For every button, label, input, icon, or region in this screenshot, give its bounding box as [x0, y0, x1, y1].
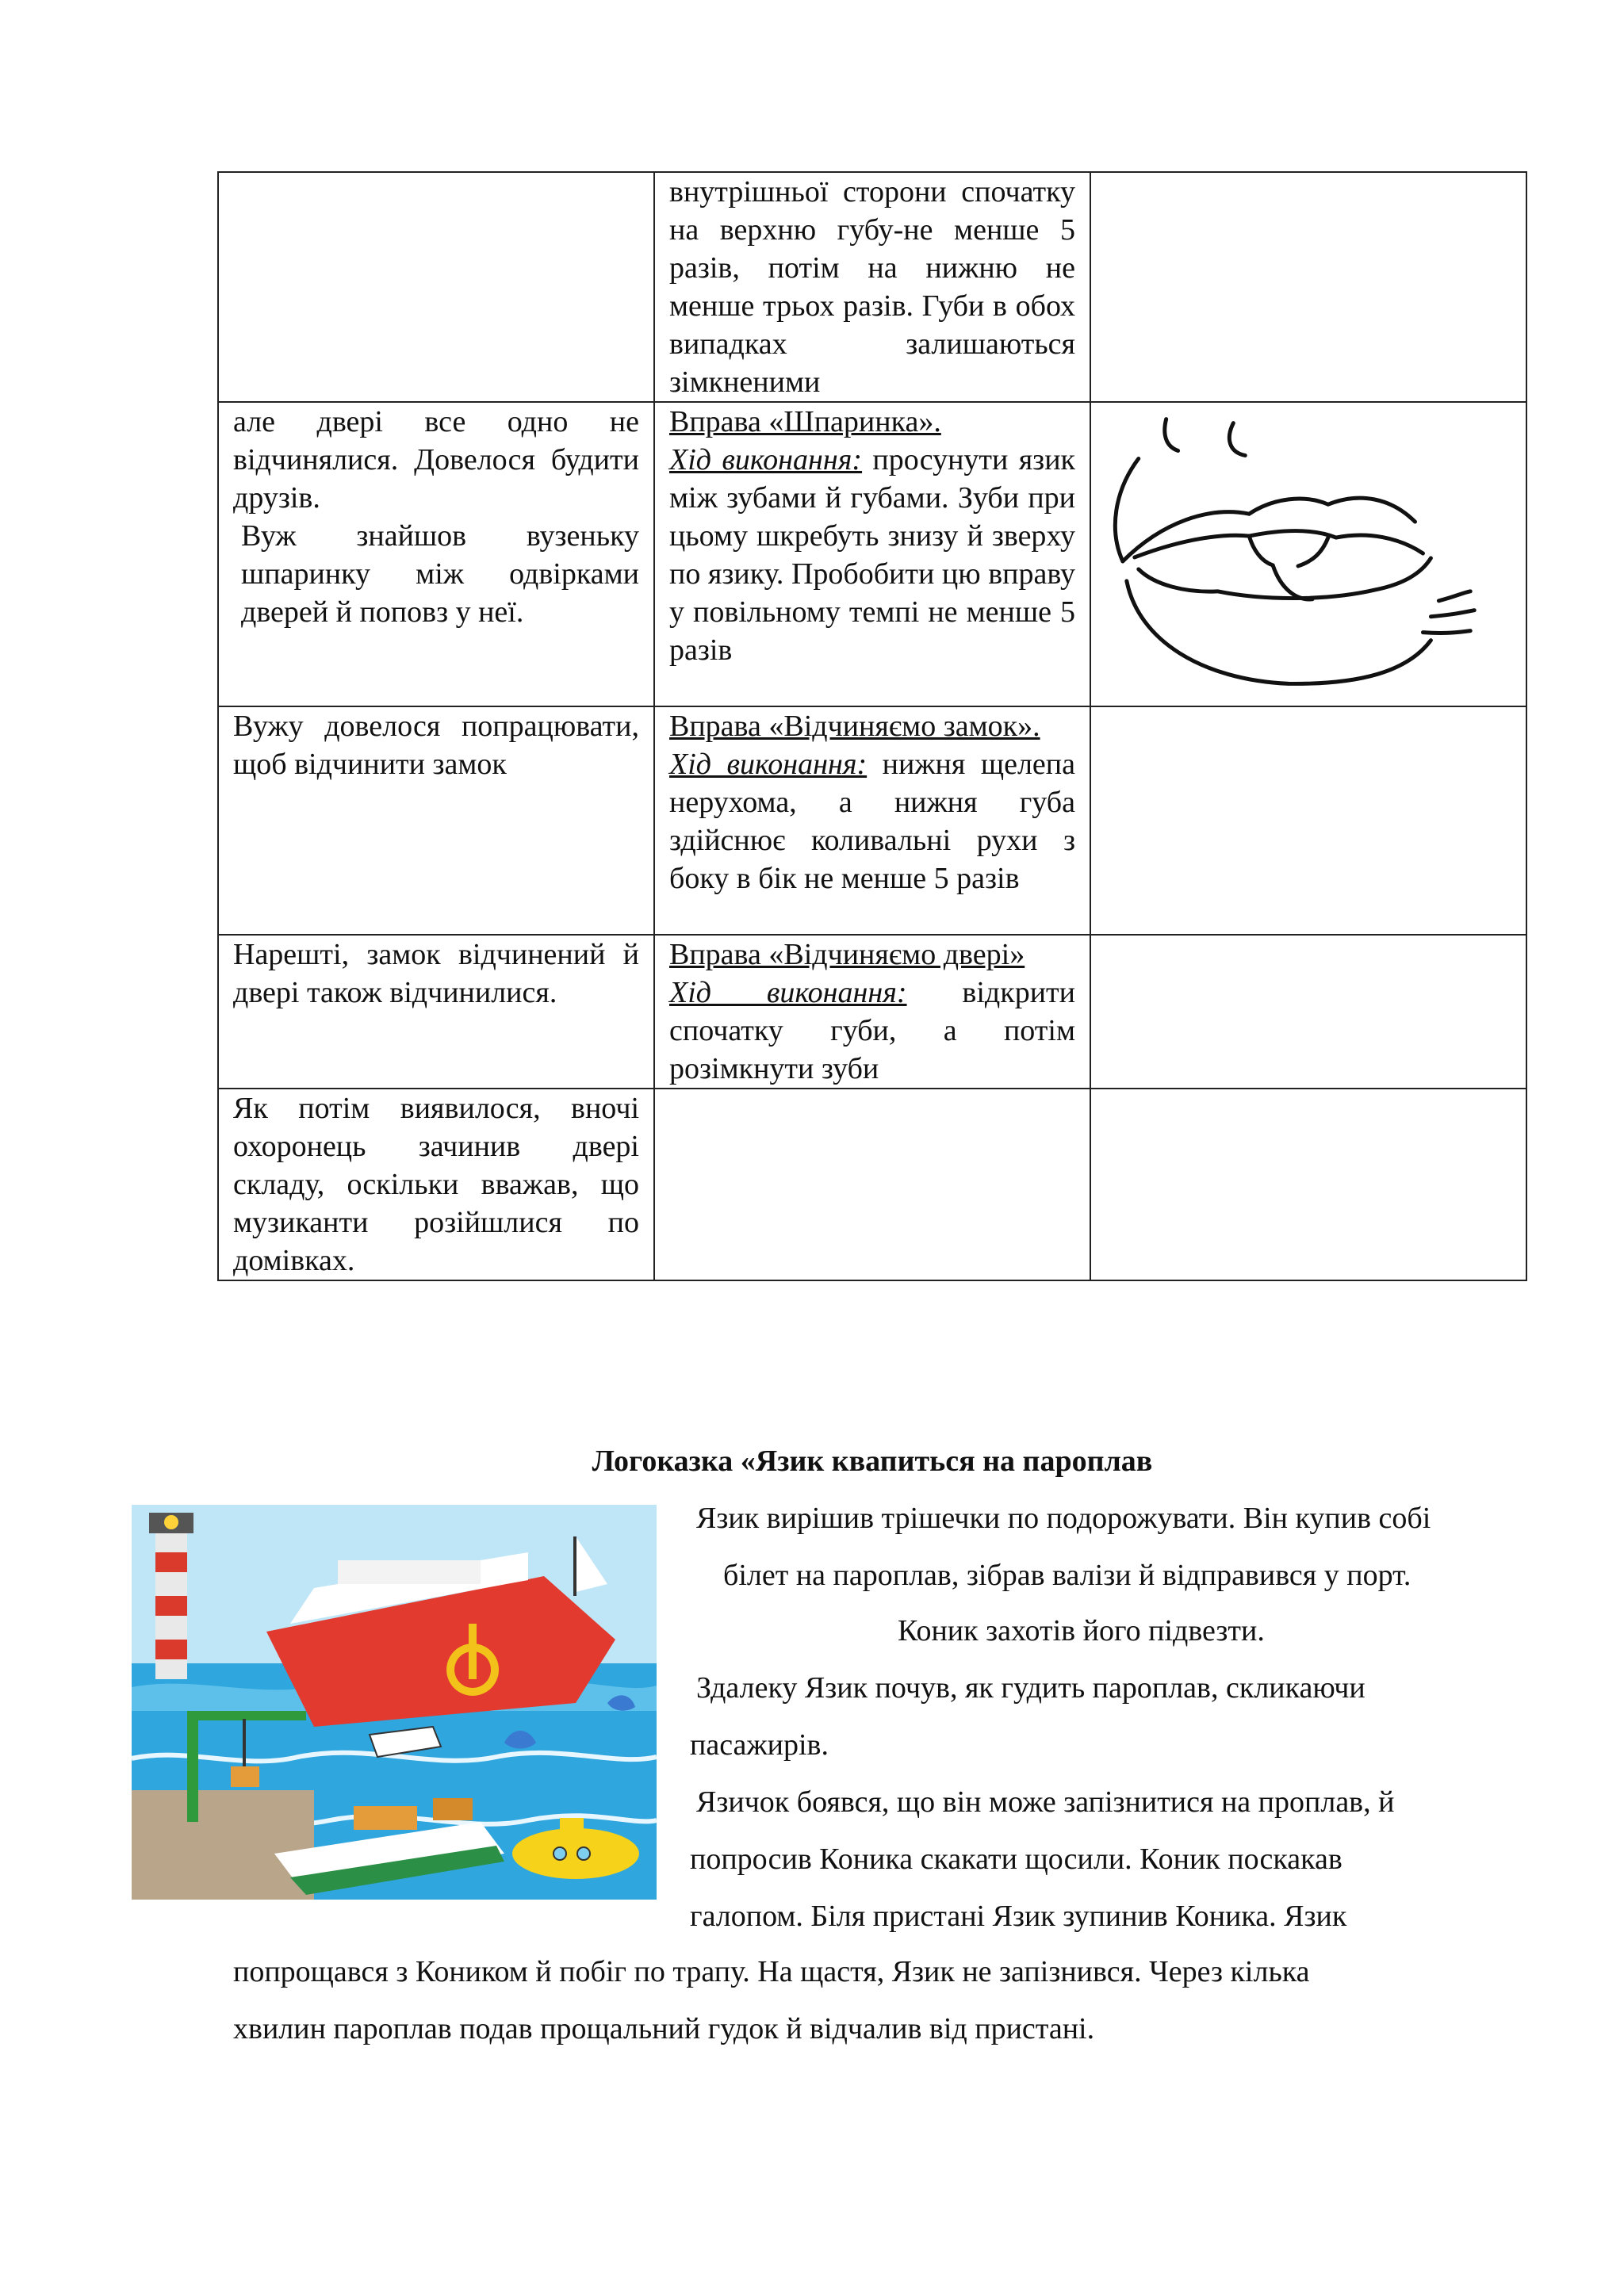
- lips-tongue-icon: [1091, 403, 1526, 706]
- exercise-title: Вправа «Відчиняємо замок».: [669, 710, 1040, 743]
- story-line: пасажирів.: [690, 1728, 829, 1762]
- story-cell: [218, 172, 654, 402]
- picture-cell: [1090, 172, 1526, 402]
- story-line: білет на пароплав, зібрав валізи й відправився у порт.: [723, 1559, 1411, 1592]
- story-cell: Вужу довелося попрацювати, щоб відчинити замок: [218, 706, 654, 935]
- story-line: хвилин пароплав подав прощальний гудок й відчалив від пристані.: [233, 2012, 1095, 2045]
- exercise-cell: [654, 402, 1090, 706]
- story-line: Язичок боявся, що він може запізнитися на проплав, й: [696, 1785, 1395, 1819]
- exercise-description: нижня щелепа нерухома, а нижня губа здійснює коливальні рухи з боку в бік не менше 5 разів: [669, 748, 1075, 895]
- exercise-title: Вправа «Відчиняємо двері»: [669, 938, 1025, 971]
- story-title: Логоказка «Язик квапиться на пароплав: [592, 1445, 1153, 1478]
- story-text: але двері все одно не відчинялися. Довелося будити друзів.: [233, 405, 639, 515]
- story-line: Коник захотів його підвезти.: [898, 1614, 1265, 1647]
- table-row: [218, 706, 1526, 935]
- exercise-table: [217, 171, 1527, 1281]
- picture-cell: [1090, 706, 1526, 935]
- story-line: попрощався з Коником й побіг по трапу. На щастя, Язик не запізнився. Через кілька: [233, 1955, 1310, 1988]
- story-line: попросив Коника скакати щосили. Коник поскакав: [690, 1843, 1342, 1876]
- table-row: [218, 402, 1526, 706]
- exercise-cell: [654, 706, 1090, 935]
- exercise-cell: [654, 1089, 1090, 1280]
- picture-cell: [1090, 935, 1526, 1089]
- exercise-cell: [654, 935, 1090, 1089]
- story-line: Язик вирішив трішечки по подорожувати. Він купив собі: [696, 1502, 1431, 1535]
- story-cell: Нарешті, замок відчинений й двері також відчинилися.: [218, 935, 654, 1089]
- story-text: Вуж знайшов вузеньку шпаринку між одвірками дверей й поповз у неї.: [241, 519, 639, 629]
- picture-cell: [1090, 402, 1526, 706]
- story-line: Здалеку Язик почув, як гудить пароплав, скликаючи: [696, 1671, 1365, 1705]
- exercise-description: просунути язик між зубами й губами. Зуби при цьому шкребуть знизу й зверху по язику. Пробобити цю вправу у повільному темпі не менше 5 разів: [669, 443, 1075, 667]
- story-cell: Як потім виявилося, вночі охоронець зачинив двері складу, оскільки вважав, що музиканти розійшлися по домівках.: [218, 1089, 654, 1280]
- exercise-label: Хід виконання:: [669, 748, 868, 781]
- ship-harbor-icon: [132, 1505, 657, 1900]
- exercise-label: Хід виконання:: [669, 976, 907, 1009]
- table-row: [218, 172, 1526, 402]
- picture-cell: [1090, 1089, 1526, 1280]
- exercise-label: Хід виконання:: [669, 443, 863, 476]
- table-row: [218, 935, 1526, 1089]
- exercise-description: відкрити спочатку губи, а потім розімкнути зуби: [669, 976, 1075, 1085]
- exercise-title: Вправа «Шпаринка».: [669, 405, 941, 438]
- exercise-cell: внутрішньої сторони спочатку на верхню губу-не менше 5 разів, потім на нижню не менше трьох разів. Губи в обох випадках залишаються зімкненими: [654, 172, 1090, 402]
- story-line: галопом. Біля пристані Язик зупинив Коника. Язик: [690, 1900, 1347, 1933]
- table-row: [218, 1089, 1526, 1280]
- story-cell: [218, 402, 654, 706]
